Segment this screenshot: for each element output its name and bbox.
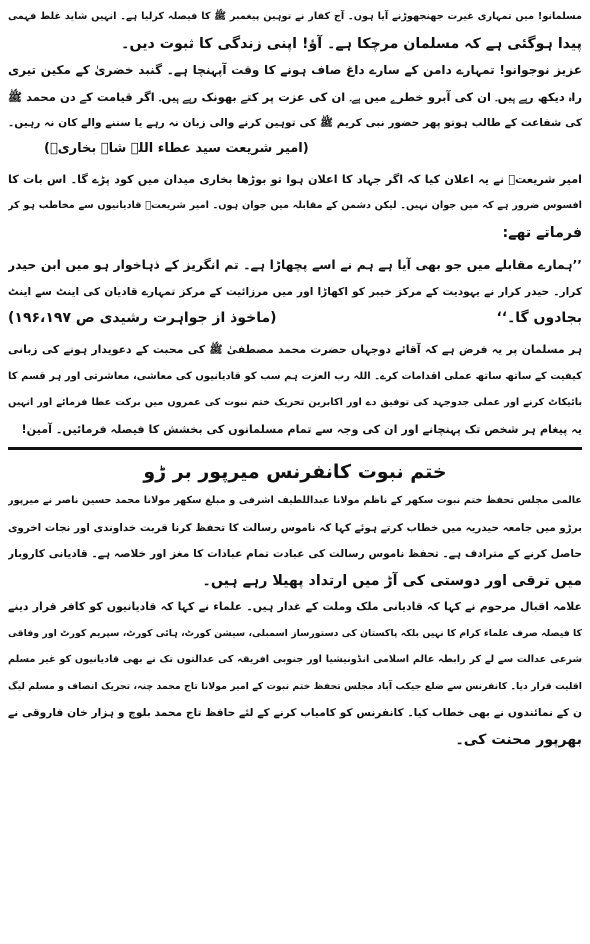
article-line: میں ترقی اور دوستی کی آڑ میں ارتداد پھیلا رہے ہیں۔: [202, 572, 582, 589]
paragraph-line: یہ پیغام ہر شخص تک پہنچانے اور ان کی وجہ سے تمام مسلمانوں کی بخشش کا فیصلہ فرمائیں۔ آمین!: [21, 422, 582, 436]
paragraph-line: مسلمانو! میں تمہاری غیرت جھنجھوڑنے آیا ہوں۔ آج کفار نے توہین پیغمبر ﷺ کا فیصلہ کرلیا ہے۔ انہیں شاید غلط فہمی: [8, 11, 582, 22]
conference-article: [8, 456, 582, 753]
quote-line: ’’ہمارے مقابلے میں جو بھی آیا ہے ہم نے اسے پچھاڑا ہے۔ تم انگریز کے ذہاخوار ہو میں ابن حیدر: [8, 257, 582, 272]
paragraph-line: فرماتے تھے:: [502, 224, 582, 241]
paragraph-line: ہر مسلمان پر یہ فرض ہے کہ آقائے دوجہاں حضرت محمد مصطفیٰ ﷺ کی محبت کے دعویدار ہونے کی زبانی: [8, 343, 582, 356]
article-line: عالمی مجلس تحفظ ختم نبوت سکھر کے ناظم مولانا عبداللطیف اشرفی و مبلغ سکھر مولانا محمد حسین ناصر نے میرپور: [8, 495, 582, 506]
quote-source: (ماخوذ از جواہرت رشیدی ص ۱۹۶،۱۹۷): [8, 310, 277, 326]
paragraph-line: پیدا ہوگئی ہے کہ مسلمان مرچکا ہے۔ آؤ! اپنی زندگی کا ثبوت دیں۔: [121, 35, 582, 52]
article-title: ختم نبوت کانفرنس میرپور بر ڑو: [143, 461, 447, 483]
paragraph-line: بائیکاٹ کرنے اور عملی جدوجہد کی توفیق دے اور اکابرین تحریک ختم نبوت کی عمروں میں برکت عطا فرمائے اور انہیں: [8, 397, 582, 408]
appeal-paragraph: [8, 337, 582, 443]
article-line: علامہ اقبال مرحوم نے کہا کہ قادیانی ملک وملت کے غدار ہیں۔ علماء نے کہا کہ قادیانیوں کو کافر قرار دینے: [8, 600, 582, 613]
paragraph-line: امیر شریعتؒ نے یہ اعلان کیا کہ اگر جہاد کا اعلان ہوا تو بوڑھا بخاری میدان میں کود پڑے گا۔ اس بات کا: [8, 172, 582, 186]
quote-closing-row: [8, 305, 582, 331]
article-line: بھرپور محنت کی۔: [455, 731, 582, 748]
paragraph-line: عزیز نوجوانو! تمہارے دامن کے سارے داغ صاف ہونے کا وقت آپہنچا ہے۔ گنبد خضریٰ کے مکین تیری: [8, 63, 582, 77]
article-line: حاصل کرنے کے مترادف ہے۔ تحفظ ناموس رسالت کی عبادت تمام عبادات کا مغز اور خلاصہ ہے۔ قادیانی کاروبار: [8, 548, 582, 560]
article-line: اقلیت قرار دیا۔ کانفرنس سے ضلع جیکب آباد مجلس تحفظ ختم نبوت کے امیر مولانا تاج محمد چنہ، تحریک انصاف و مسلم لیگ: [8, 680, 582, 692]
block-quote: [8, 252, 582, 331]
jihad-paragraph: [8, 167, 582, 247]
quote-line: کرار۔ حیدر کرار نے یہودیت کے مرکز خیبر کو اکھاڑا اور میں مرزائیت کے مرکز تمہارے قادیان کی اینٹ سے اینٹ: [8, 285, 582, 298]
paragraph-line: افسوس ضرور ہے کہ میں جوان نہیں۔ لیکن دشمن کے مقابلہ میں جوان ہوں۔ امیر شریعتؒ قادیانیوں سے مخاطب ہو کر: [8, 200, 582, 211]
paragraph-line: راہ دیکھ رہے ہیں۔ ان کی آبرو خطرے میں ہے۔ ان کی عزت پر کتے بھونک رہے ہیں۔ اگر قیامت کے دن محمد ﷺ: [8, 89, 582, 104]
article-line: برڑو میں جامعہ حیدریہ میں خطاب کرتے ہوئے کہا کہ ناموس رسالت کا تحفظ کرنا قربت خداوندی اور نجات اخروی: [8, 521, 582, 534]
article-line: ن کے نمائندوں نے بھی خطاب کیا۔ کانفرنس کو کامیاب کرنے کے لئے حافظ تاج محمد بلوچ و ہزار خان فاروقی نے: [8, 707, 582, 719]
quote-last-line: بجادوں گا۔‘‘: [496, 310, 582, 326]
paragraph-line: کی شفاعت کے طالب ہوتو پھر حضور نبی کریم ﷺ کی توہین کرنے والی زبان نہ رہے یا سننے والے کان نہ رہیں۔: [8, 117, 582, 129]
speech-excerpt: [8, 4, 582, 161]
speech-attribution: (امیر شریعت سید عطاء اللہ شاہ بخاریؒ): [44, 140, 309, 156]
section-divider: [8, 447, 582, 450]
paragraph-line: کیفیت کے ساتھ ساتھ عملی اقدامات کرے۔ اللہ رب العزت ہم سب کو قادیانیوں کی معاشی، معاشرتی اور ہر قسم کا: [8, 370, 582, 382]
article-line: کا فیصلہ صرف علماء کرام کا نہیں بلکہ پاکستان کی دستورساز اسمبلی، سیشن کورٹ، ہائی کورٹ، سپریم کورٹ اور وفاقی: [8, 627, 582, 639]
article-line: شرعی عدالت سے لے کر رابطہ عالم اسلامی انڈونیشیا اور جنوبی افریقہ کی عدالتوں تک نے بھی قادیانیوں کو غیر مسلم: [8, 654, 582, 665]
